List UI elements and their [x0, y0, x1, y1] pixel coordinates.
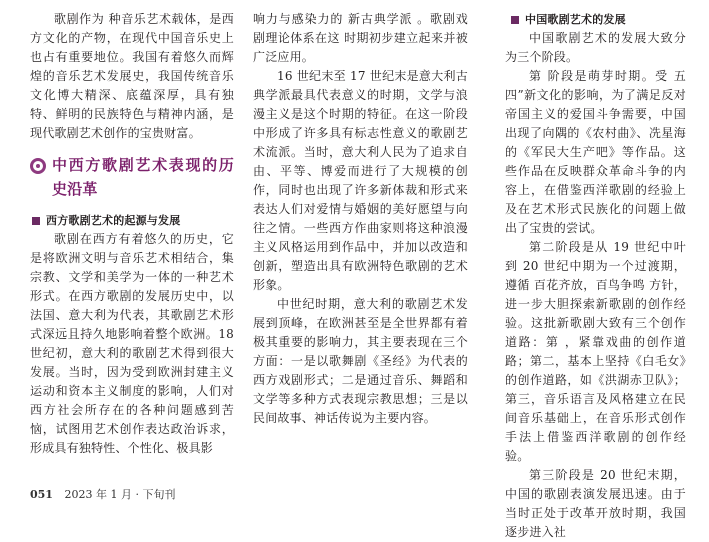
continuation-paragraph: 响力与感染力的 新古典学派 。歌剧戏剧理论体系在这 时期初步建立起来并被广泛应用。	[253, 12, 468, 64]
subsection-title-western: 西方歌剧艺术的起源与发展	[46, 214, 181, 227]
square-bullet-icon	[32, 217, 40, 225]
stage-one-paragraph: 第 阶段是萌芽时期。受 五四”新文化的影响，为了满足反对帝国主义的爱国斗争需要，中国出现了向隅的《农村曲》、冼星海的《军民大生产吧》等作品。这些作品在反映群众革命斗争的内容上，在借鉴西洋歌剧的经验上及在艺术形式民族化的问题上做出了宝贵的尝试。	[505, 69, 686, 235]
western-opera-paragraph: 歌剧在西方有着悠久的历史，它是将欧洲文明与音乐艺术相结合，集宗教、文学和美学为一体的一种艺术形式。在西方歌剧的发展历史中，以法国、意大利为代表，其歌剧艺术形式深远且持久地影响着整个欧洲。18 世纪初，意大利的歌剧艺术得到很大发展。当时，因为受到欧洲封建主义运动和资本主义制度的影响，人们对西方社会所存在的各种问题感到苦恼，试图用艺术创作表达政治诉求，形成具有独特性、个性化、极具影	[30, 232, 234, 455]
section-title: 中西方歌剧艺术表现的历史沿革	[52, 156, 234, 198]
subsection-title-chinese: 中国歌剧艺术的发展	[525, 13, 626, 26]
circle-bullet-icon	[30, 158, 46, 174]
issue-label: 2023 年 1 月 · 下旬刊	[64, 488, 176, 501]
column-left	[30, 10, 234, 458]
section-heading	[30, 153, 234, 201]
classical-period-paragraph: 16 世纪末至 17 世纪末是意大利古典学派最具代表意义的时期，文学与浪漫主义是这个时期的特征。在这一阶段中形成了许多具有标志性意义的歌剧艺术流派。当时，意大利人民为了追求自由、平等、博爱而进行了大规模的创作，同时也出现了许多新体裁和形式来表达人们对爱情与婚姻的美好愿望与向往之情。一些西方作曲家则将这种浪漫主义风格运用到作品中，并加以改造和创新，塑造出具有欧洲特色歌剧的艺术形象。	[253, 69, 468, 292]
stage-three-paragraph: 第三阶段是 20 世纪末期，中国的歌剧表演发展迅速。由于当时正处于改革开放时期，我国逐步进入社	[505, 468, 686, 539]
subsection-heading-western	[30, 211, 234, 230]
stages-intro-paragraph: 中国歌剧艺术的发展大致分为三个阶段。	[505, 31, 686, 64]
square-bullet-icon	[511, 16, 519, 24]
medieval-period-paragraph: 中世纪时期，意大利的歌剧艺术发展到顶峰，在欧洲甚至是全世界都有着极其重要的影响力，其主要表现在三个方面：一是以歌舞剧《圣经》为代表的西方戏剧形式；二是通过音乐、舞蹈和文学等多种方式表现宗教思想；三是以民间故事、神话传说为主要内容。	[253, 297, 468, 425]
page-number: 051	[30, 488, 53, 501]
page-footer	[30, 486, 175, 502]
subsection-heading-chinese	[509, 10, 686, 29]
column-middle	[253, 10, 468, 428]
column-right	[505, 10, 686, 542]
stage-two-paragraph: 第二阶段是从 19 世纪中叶到 20 世纪中期为一个过渡期，遵循 百花齐放，百鸟争鸣 方针，进一步大胆探索新歌剧的创作经验。这批新歌剧大致有三个创作道路：第 ，紧靠戏曲的创作道路；第二，基本上坚持《白毛女》的创作道路，如《洪湖赤卫队》；第三，音乐语言及风格建立在民间音乐基础上，在音乐形式创作手法上借鉴西洋歌剧的创作经验。	[505, 240, 686, 463]
intro-paragraph: 歌剧作为 种音乐艺术载体，是西方文化的产物，在现代中国音乐史上也占有重要地位。我国有着悠久而辉煌的音乐艺术发展史，我国传统音乐文化博大精深、底蕴深厚，具有独特、鲜明的民族特色与精神内涵，是现代歌剧艺术创作的宝贵财富。	[30, 12, 234, 140]
